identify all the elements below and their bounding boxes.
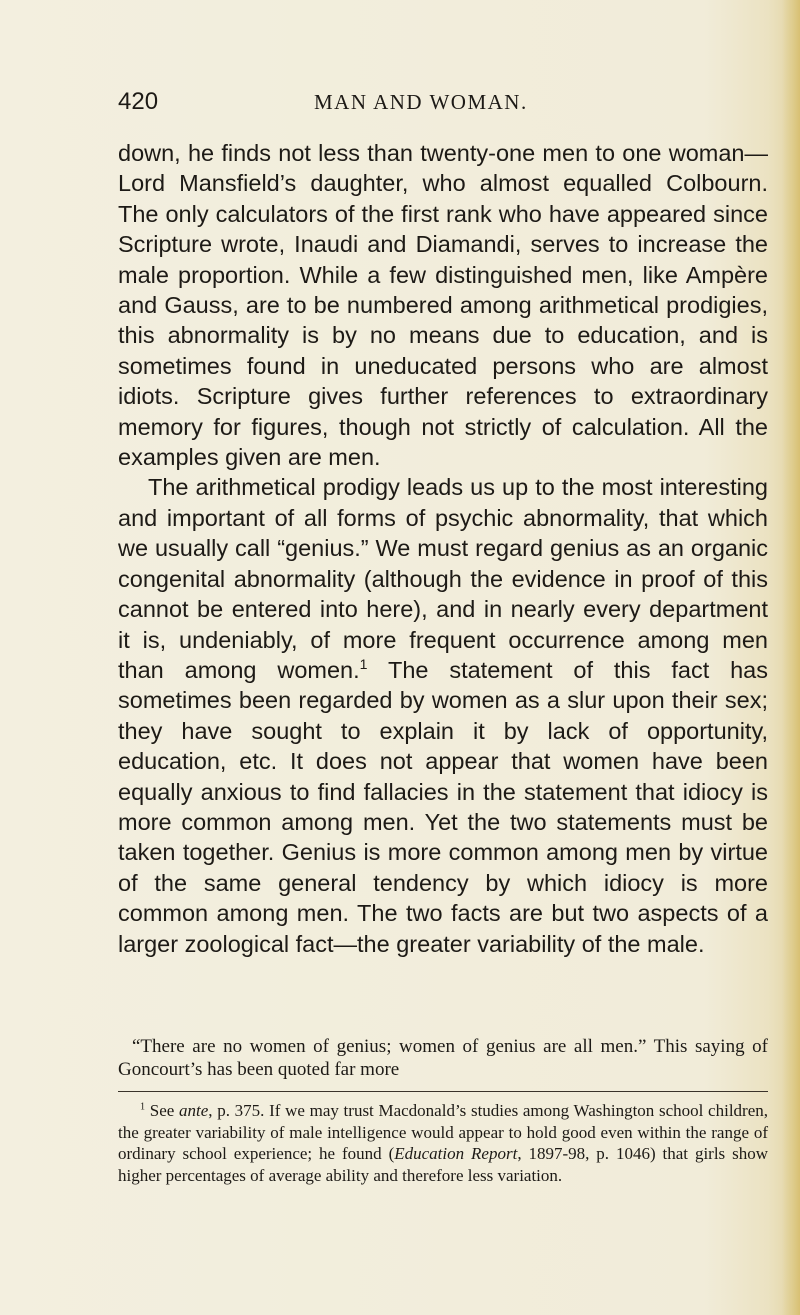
paragraph-1: down, he finds not less than twenty-one men to one woman—Lord Mansfield’s daughter, who almost equalled Colbourn. The only calculators of the first rank who have appeared since Scripture wrote, Inaudi and Diamandi, serves to increase the male proportion. While a few distinguished men, like Ampère and Gauss, are to be numbered among arithmetical prodigies, this abnormality is by no means due to education, and is sometimes found in uneducated persons who are almost idiots. Scripture gives further references to extraordinary memory for figures, though not strictly of calculation. All the examples given are men. [118,140,768,471]
page-header [118,88,766,122]
footnote-text-2: , 1897-98, p. 1046) that girls show higher percentages of average ability and therefore less variation. [118,1144,768,1185]
footnote-reference: 1 [359,656,368,673]
page-number: 420 [118,88,159,115]
main-text [118,138,768,959]
running-head: MAN AND WOMAN. [314,90,528,114]
quotation-paragraph: “There are no women of genius; women of genius are all men.” This saying of Goncourt’s has been quoted far more [118,1036,768,1080]
page-edge [782,0,800,1315]
paragraph-2-part-a: The arithmetical prodigy leads us up to the most interesting and important of all forms of psychic abnormality, that which we usually call “genius.” We must regard genius as an organic congenital abnormality (although the evidence in proof of this cannot be entered into here), and in nearly every department it is, undeniably, of more frequent occurrence among men than among women. [118,474,768,683]
footnote [118,1100,768,1186]
quotation-text [118,1036,768,1081]
footnote-marker: 1 [140,1101,146,1113]
paragraph-2 [118,472,768,959]
footnote-text-1: , p. 375. If we may trust Macdonald’s studies among Washington school children, the greater variability of male intelligence would appear to hold good even within the range of ordinary school experience; he found ( [118,1101,769,1163]
footnote-rule [118,1091,768,1092]
footnote-ante: ante [179,1101,209,1120]
footnote-source: Education Report [394,1144,518,1163]
footnote-paragraph [118,1100,768,1186]
footnote-see: See [149,1101,180,1120]
paragraph-2-part-b: The statement of this fact has sometimes been regarded by women as a slur upon their sex; they have sought to explain it by lack of opportunity, education, etc. It does not appear that women have been equally anxious to find fallacies in the statement that idiocy is more common among men. Yet the two statements must be taken together. Genius is more common among men by virtue of the same general tendency by which idiocy is more common among men. The two facts are but two aspects of a larger zoological fact—the greater variability of the male. [118,656,769,957]
